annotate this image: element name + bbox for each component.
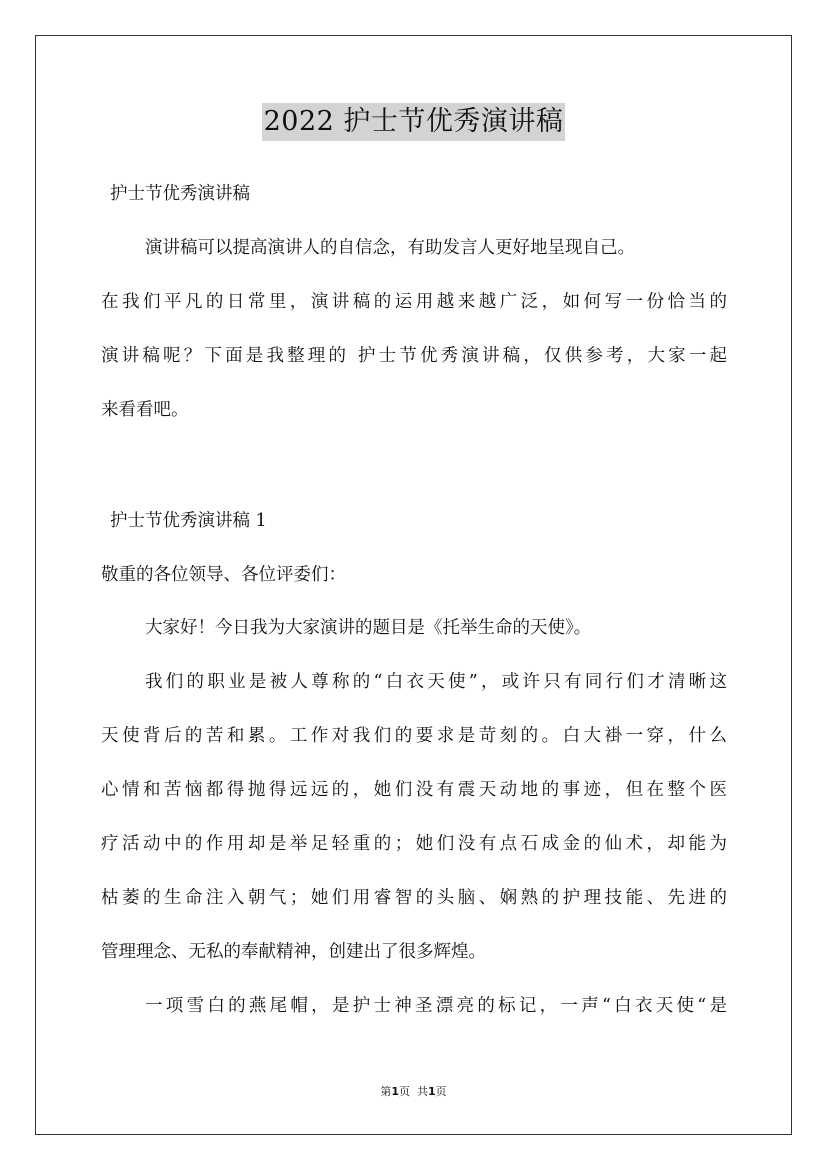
title-container	[0, 103, 827, 141]
document-subtitle: 护士节优秀演讲稿	[110, 184, 250, 204]
body-line-4: 疗活动中的作用却是举足轻重的；她们没有点石成金的仙术，却能为	[101, 834, 727, 854]
total-number: 1	[428, 1085, 436, 1098]
intro-line-1: 演讲稿可以提高演讲人的自信念，有助发言人更好地呈现自己。	[145, 238, 635, 258]
salutation: 敬重的各位领导、各位评委们：	[101, 565, 346, 585]
body-line-1: 我们的职业是被人尊称的“白衣天使”，或许只有同行们才清晰这	[145, 672, 727, 692]
page-prefix: 第	[380, 1085, 392, 1098]
body-line-7: 一项雪白的燕尾帽，是护士神圣漂亮的标记，一声“白衣天使“是	[145, 996, 727, 1016]
body-line-2: 天使背后的苦和累。工作对我们的要求是苛刻的。白大褂一穿，什么	[101, 726, 727, 746]
body-line-3: 心情和苦恼都得抛得远远的，她们没有震天动地的事迹，但在整个医	[101, 780, 727, 800]
intro-line-3: 演讲稿呢？下面是我整理的 护士节优秀演讲稿，仅供参考，大家一起	[101, 346, 727, 366]
greeting: 大家好！今日我为大家演讲的题目是《托举生命的天使》。	[145, 618, 592, 638]
body-line-5: 枯萎的生命注入朝气；她们用睿智的头脑、娴熟的护理技能、先进的	[101, 888, 727, 908]
page-suffix: 页	[399, 1085, 410, 1098]
page-number: 1	[391, 1085, 399, 1098]
intro-line-4: 来看看吧。	[101, 400, 189, 420]
total-prefix: 共	[417, 1085, 428, 1098]
section-heading: 护士节优秀演讲稿 1	[110, 511, 267, 531]
total-suffix: 页	[435, 1085, 447, 1098]
page-footer	[0, 1084, 827, 1100]
document-title: 2022 护士节优秀演讲稿	[262, 103, 566, 141]
intro-line-2: 在我们平凡的日常里，演讲稿的运用越来越广泛，如何写一份恰当的	[101, 292, 727, 312]
body-line-6: 管理理念、无私的奉献精神，创建出了很多辉煌。	[101, 942, 486, 962]
